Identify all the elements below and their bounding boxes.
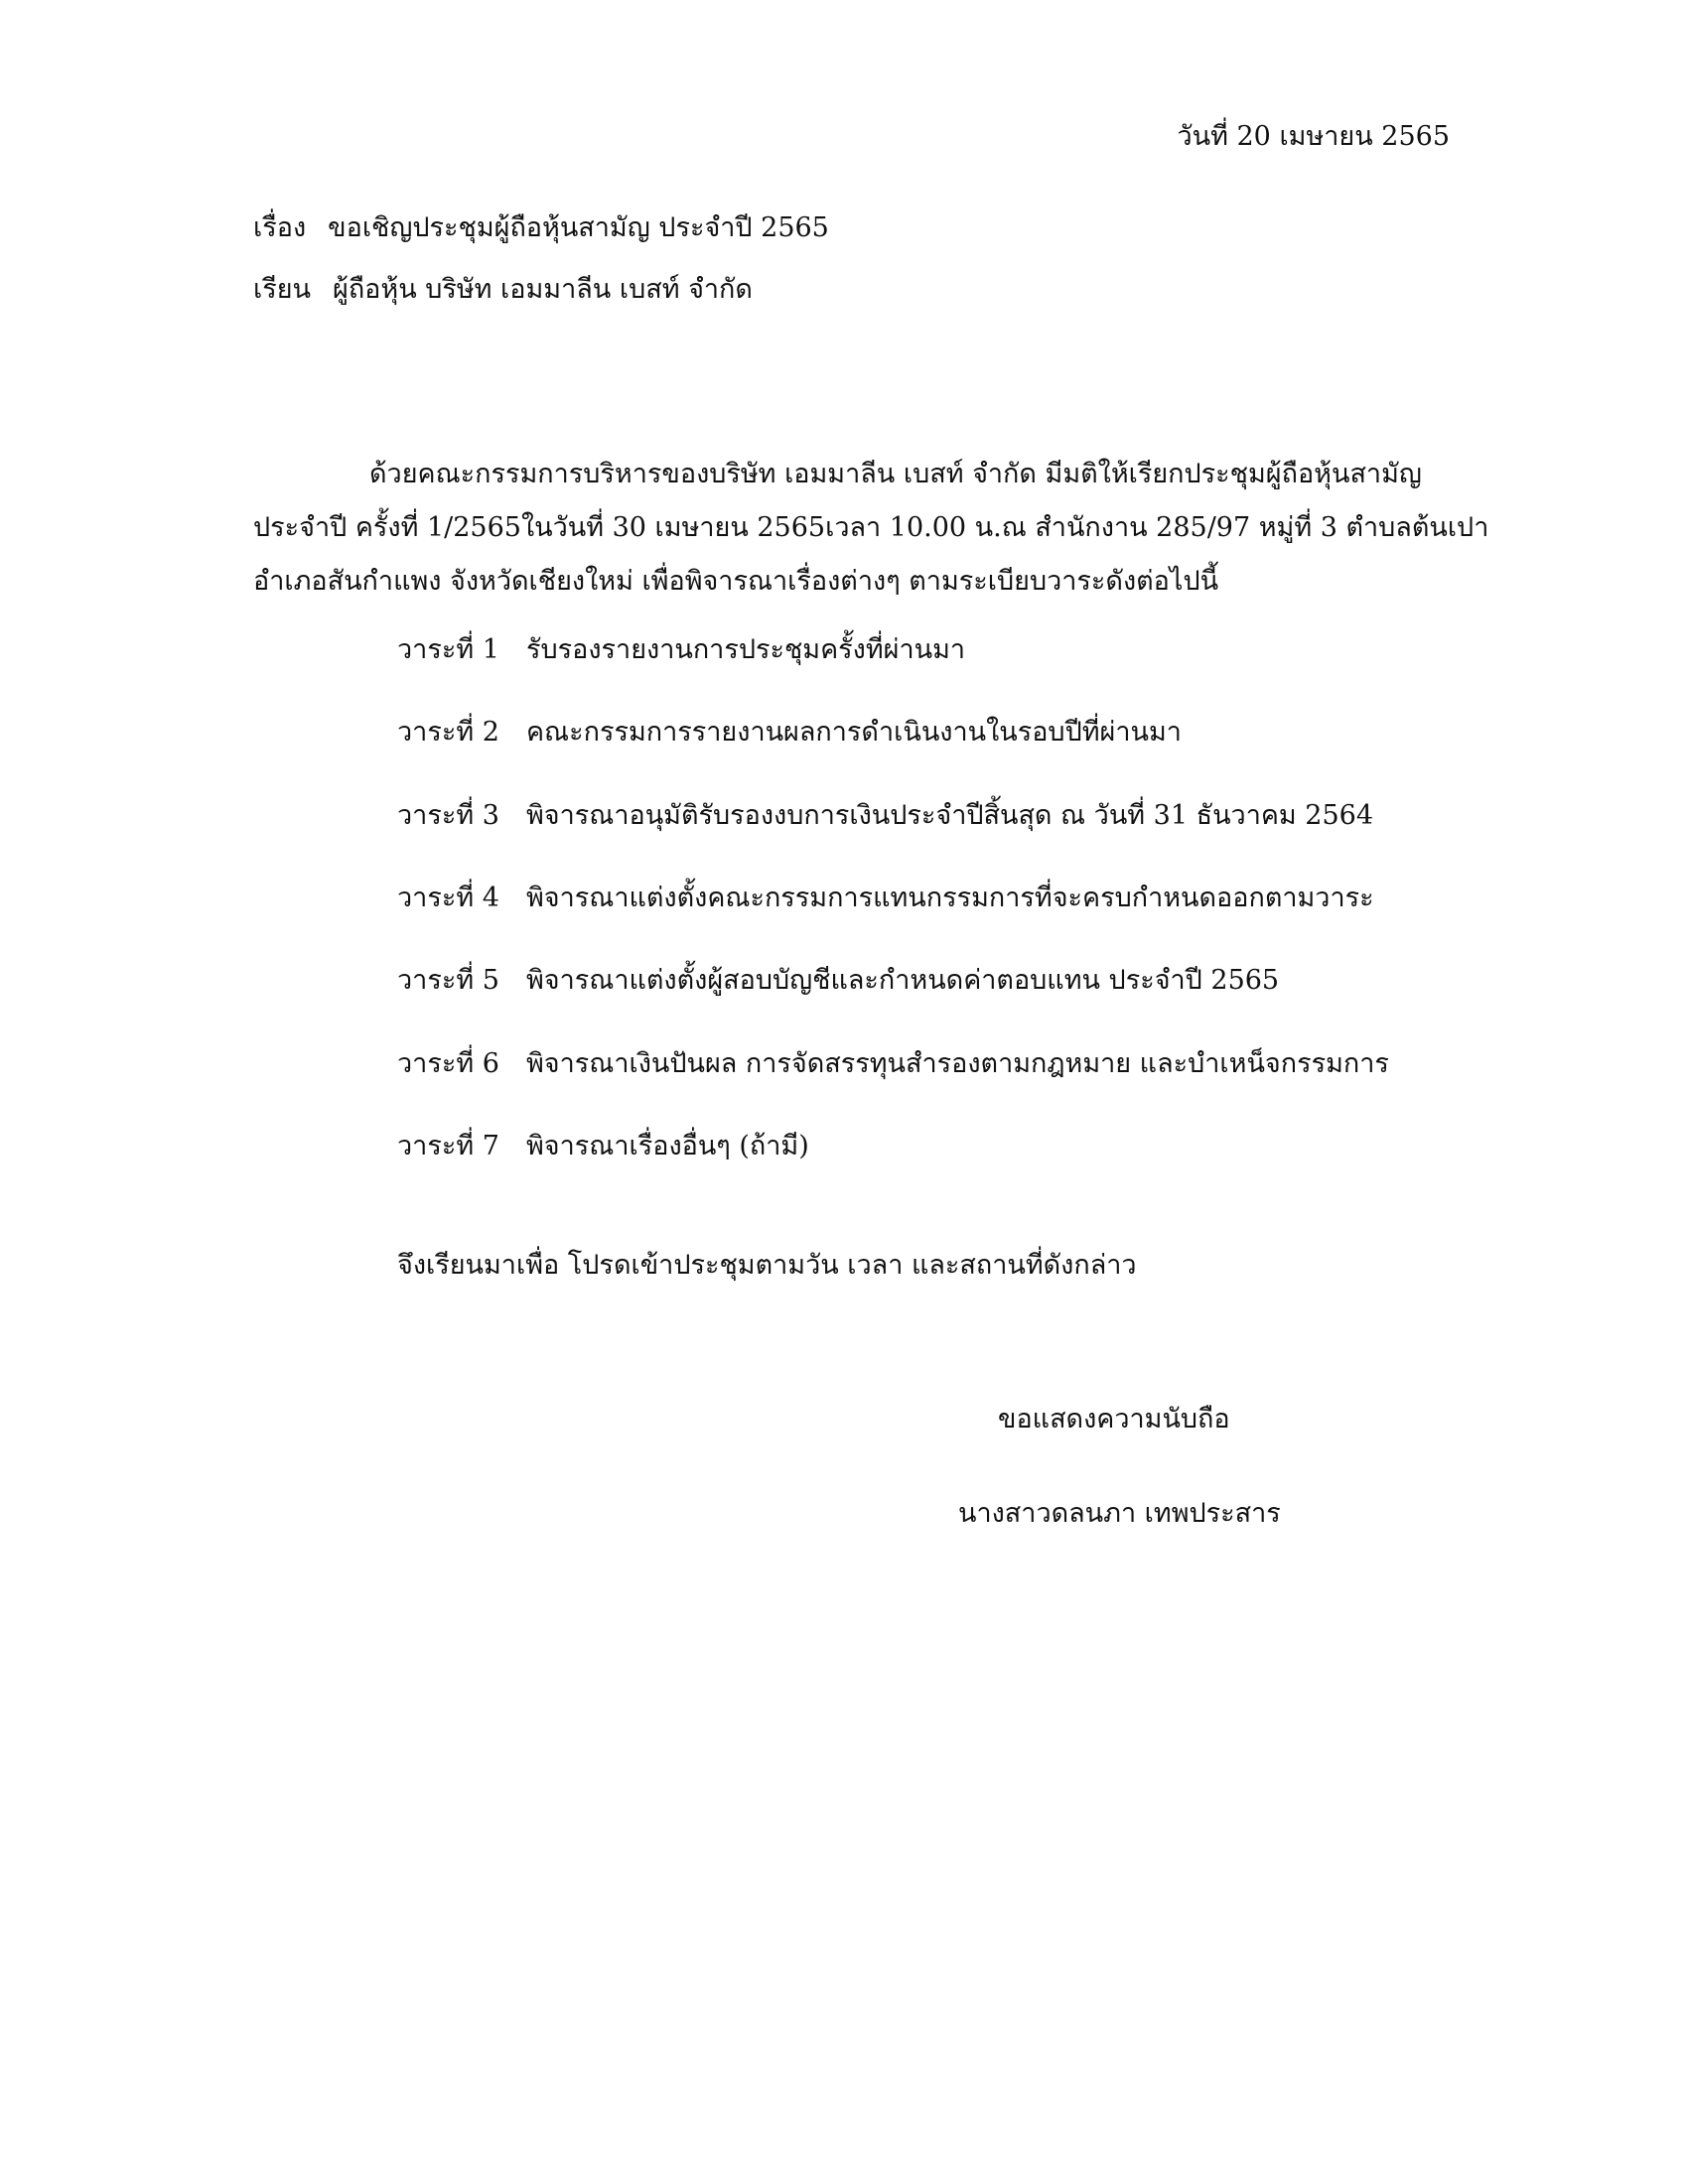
recipient-label: เรียน [253,274,312,305]
body-paragraph-line-3: อำเภอสันกำแพง จังหวัดเชียงใหม่ เพื่อพิจารณาเรื่องต่างๆ ตามระเบียบวาระดังต่อไปนี้ [253,566,1219,597]
agenda-label-2: วาระที่ 2 [397,717,499,748]
recipient-text: ผู้ถือหุ้น บริษัท เอมมาลีน เบสท์ จำกัด [333,274,753,305]
agenda-label-4: วาระที่ 4 [397,883,499,913]
agenda-item-6 [397,1044,1389,1084]
agenda-item-2 [397,713,1182,752]
agenda-text-5: พิจารณาแต่งตั้งผู้สอบบัญชีและกำหนดค่าตอบแทน ประจำปี 2565 [526,965,1280,996]
body-paragraph-line-1: ด้วยคณะกรรมการบริหารของบริษัท เอมมาลีน เบสท์ จำกัด มีมติให้เรียกประชุมผู้ถือหุ้นสามัญ [369,459,1422,489]
agenda-text-1: รับรองรายงานการประชุมครั้งที่ผ่านมา [526,634,966,665]
agenda-label-1: วาระที่ 1 [397,634,499,665]
agenda-item-3 [397,796,1373,836]
agenda-item-5 [397,961,1279,1001]
agenda-text-6: พิจารณาเงินปันผล การจัดสรรทุนสำรองตามกฎหมาย และบำเหน็จกรรมการ [526,1048,1389,1079]
body-paragraph-line-2: ประจำปี ครั้งที่ 1/2565ในวันที่ 30 เมษายน 2565เวลา 10.00 น.ณ สำนักงาน 285/97 หมู่ที่ 3 ตำบลต้นเปา [253,512,1489,543]
complimentary-close: ขอแสดงความนับถือ [998,1404,1230,1434]
subject-line [253,208,829,248]
subject-text: ขอเชิญประชุมผู้ถือหุ้นสามัญ ประจำปี 2565 [328,212,829,243]
agenda-label-6: วาระที่ 6 [397,1048,499,1079]
subject-label: เรื่อง [253,212,307,243]
agenda-text-2: คณะกรรมการรายงานผลการดำเนินงานในรอบปีที่ผ่านมา [526,717,1182,748]
agenda-label-7: วาระที่ 7 [397,1131,499,1161]
agenda-item-4 [397,879,1374,918]
agenda-label-3: วาระที่ 3 [397,800,499,831]
letter-date: วันที่ 20 เมษายน 2565 [1177,121,1450,152]
closing-sentence: จึงเรียนมาเพื่อ โปรดเข้าประชุมตามวัน เวลา และสถานที่ดังกล่าว [397,1250,1137,1281]
agenda-item-1 [397,630,965,670]
agenda-text-3: พิจารณาอนุมัติรับรองงบการเงินประจำปีสิ้นสุด ณ วันที่ 31 ธันวาคม 2564 [526,800,1374,831]
agenda-label-5: วาระที่ 5 [397,965,499,996]
signer-name: นางสาวดลนภา เทพประสาร [958,1498,1281,1529]
agenda-text-4: พิจารณาแต่งตั้งคณะกรรมการแทนกรรมการที่จะครบกำหนดออกตามวาระ [526,883,1374,913]
agenda-item-7 [397,1127,809,1166]
agenda-text-7: พิจารณาเรื่องอื่นๆ (ถ้ามี) [526,1131,809,1161]
recipient-line [253,270,753,310]
